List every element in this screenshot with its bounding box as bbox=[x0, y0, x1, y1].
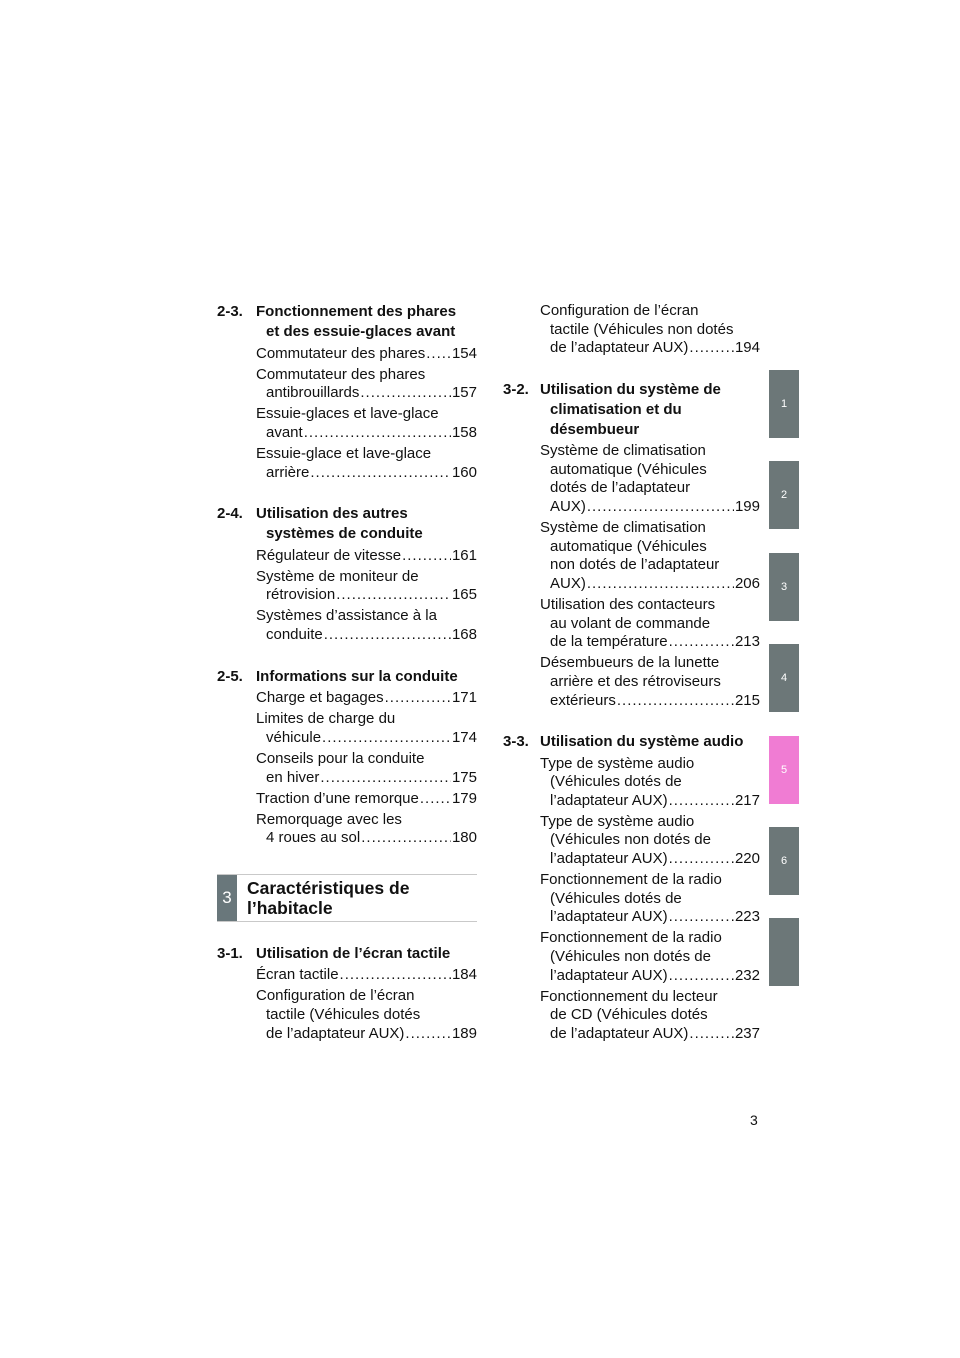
toc-entry-text: Écran tactile bbox=[256, 966, 339, 984]
toc-entry[interactable] bbox=[503, 596, 760, 652]
dot-leader bbox=[340, 966, 451, 985]
chapter-tab-6[interactable]: 6 bbox=[769, 827, 799, 895]
toc-entry-text: Remorquage avec les bbox=[256, 810, 402, 828]
dot-leader bbox=[689, 339, 734, 358]
toc-entry-text: arrière bbox=[266, 463, 310, 481]
toc-entry-text: Fonctionnement de la radio bbox=[540, 871, 722, 889]
dot-leader bbox=[420, 790, 451, 809]
section-title-line: Utilisation du système audio bbox=[540, 733, 744, 751]
toc-entry-text: l’adaptateur AUX) bbox=[550, 908, 668, 926]
toc-entry[interactable] bbox=[503, 442, 760, 516]
chapter-title-line: Caractéristiques de bbox=[247, 877, 410, 898]
dot-leader bbox=[669, 850, 734, 869]
toc-entry-text: Configuration de l’écran bbox=[540, 302, 699, 319]
toc-entry[interactable] bbox=[503, 302, 760, 358]
toc-entry-page: 215 bbox=[734, 691, 760, 709]
toc-entry-text: tactile (Véhicules dotés bbox=[266, 1006, 421, 1024]
toc-entry-text: dotés de l’adaptateur bbox=[550, 479, 691, 497]
toc-entry[interactable] bbox=[503, 871, 760, 927]
toc-entry[interactable] bbox=[217, 345, 477, 364]
toc-entry-text: l’adaptateur AUX) bbox=[550, 850, 668, 868]
section-title-line: climatisation et du bbox=[550, 400, 682, 418]
dot-leader bbox=[402, 547, 451, 566]
toc-entry-text: automatique (Véhicules bbox=[550, 460, 707, 478]
toc-entry-text: AUX) bbox=[550, 574, 586, 592]
toc-entry[interactable] bbox=[217, 790, 477, 809]
chapter-heading-box bbox=[217, 874, 477, 922]
toc-entry-text: Configuration de l’écran bbox=[256, 987, 415, 1005]
section-number: 2-5. bbox=[217, 667, 243, 685]
dot-leader bbox=[669, 967, 734, 986]
dot-leader bbox=[360, 384, 451, 403]
toc-entry[interactable] bbox=[217, 405, 477, 442]
section-number: 3-2. bbox=[503, 380, 529, 398]
toc-entry-text: (Véhicules dotés de bbox=[550, 889, 682, 907]
toc-entry-text: Système de climatisation bbox=[540, 519, 706, 537]
toc-entry-text: non dotés de l’adaptateur bbox=[550, 556, 720, 574]
section-number: 3-3. bbox=[503, 733, 529, 751]
toc-entry-page: 180 bbox=[451, 829, 477, 847]
toc-entry[interactable] bbox=[217, 607, 477, 644]
toc-entry-text: antibrouillards bbox=[266, 384, 360, 402]
toc-entry-text: conduite bbox=[266, 626, 323, 644]
toc-entry[interactable] bbox=[217, 811, 477, 848]
toc-entry-text: (Véhicules dotés de bbox=[550, 773, 682, 791]
toc-entry[interactable] bbox=[217, 987, 477, 1043]
toc-entry[interactable] bbox=[217, 445, 477, 482]
toc-entry-page: 158 bbox=[451, 423, 477, 441]
entries-3-1 bbox=[217, 966, 477, 1043]
section-title-line: Utilisation de l’écran tactile bbox=[256, 944, 451, 962]
toc-entry-page: 189 bbox=[451, 1024, 477, 1042]
dot-leader bbox=[322, 729, 451, 748]
toc-entry-text: Charge et bagages bbox=[256, 689, 384, 707]
toc-entry-text: AUX) bbox=[550, 498, 586, 516]
toc-entry-text: l’adaptateur AUX) bbox=[550, 966, 668, 984]
dot-leader bbox=[587, 498, 734, 517]
dot-leader bbox=[385, 689, 451, 708]
toc-entry-text: Fonctionnement du lecteur bbox=[540, 987, 718, 1005]
toc-entry-text: véhicule bbox=[266, 728, 322, 746]
toc-entry-text: avant bbox=[266, 423, 303, 441]
entries-2-5 bbox=[217, 689, 477, 848]
toc-entry-text: de CD (Véhicules dotés bbox=[550, 1006, 708, 1024]
chapter-tab-5[interactable]: 5 bbox=[769, 736, 799, 804]
dot-leader bbox=[304, 424, 451, 443]
toc-entry-text: Type de système audio bbox=[540, 812, 695, 830]
toc-entry-text: rétrovision bbox=[266, 586, 336, 604]
section-heading-3-1 bbox=[217, 944, 477, 964]
toc-entry-text: de l’adaptateur AUX) bbox=[266, 1024, 405, 1042]
dot-leader bbox=[617, 692, 734, 711]
toc-entry-page: 232 bbox=[734, 966, 760, 984]
toc-entry-text: Commutateur des phares bbox=[256, 344, 426, 362]
dot-leader bbox=[320, 769, 451, 788]
toc-entry-page: 154 bbox=[451, 344, 477, 362]
toc-entry-text: Commutateur des phares bbox=[256, 365, 426, 383]
toc-entry-page: 217 bbox=[734, 791, 760, 809]
section-title-line: Fonctionnement des phares bbox=[256, 303, 457, 320]
toc-entry-text: Limites de charge du bbox=[256, 710, 396, 728]
toc-entry-text: Système de moniteur de bbox=[256, 567, 419, 585]
dot-leader bbox=[324, 626, 451, 645]
section-title-line: Informations sur la conduite bbox=[256, 667, 458, 685]
toc-entry-text: en hiver bbox=[266, 768, 320, 786]
toc-entry-page: 157 bbox=[451, 384, 477, 402]
toc-entry-page: 168 bbox=[451, 626, 477, 644]
toc-entry-text: l’adaptateur AUX) bbox=[550, 791, 668, 809]
toc-entry-page: 184 bbox=[451, 966, 477, 984]
toc-entry[interactable] bbox=[503, 813, 760, 869]
toc-entry[interactable] bbox=[503, 519, 760, 593]
section-title-line: Utilisation du système de bbox=[540, 380, 721, 398]
toc-entry-page: 161 bbox=[451, 546, 477, 564]
toc-entry-page: 179 bbox=[451, 789, 477, 807]
toc-entry[interactable] bbox=[503, 755, 760, 811]
chapter-tab-7[interactable] bbox=[769, 918, 799, 986]
toc-entry-text: Traction d’une remorque bbox=[256, 789, 419, 807]
toc-entry-page: 160 bbox=[451, 463, 477, 481]
toc-entry-page: 213 bbox=[734, 633, 760, 651]
section-title-line: et des essuie-glaces avant bbox=[266, 323, 456, 340]
toc-entry-text: (Véhicules non dotés de bbox=[550, 948, 711, 966]
toc-entry[interactable] bbox=[503, 654, 760, 710]
toc-entry-text: Régulateur de vitesse bbox=[256, 546, 402, 564]
dot-leader bbox=[669, 633, 734, 652]
toc-entry[interactable] bbox=[217, 750, 477, 787]
dot-leader bbox=[310, 464, 451, 483]
entries-3-2 bbox=[503, 442, 760, 710]
toc-entry-text: Essuie-glace et lave-glace bbox=[256, 444, 432, 462]
toc-entry-text: (Véhicules non dotés de bbox=[550, 831, 711, 849]
chapter-tab-3[interactable]: 3 bbox=[769, 553, 799, 621]
dot-leader bbox=[361, 829, 451, 848]
toc-entry-text: Utilisation des contacteurs bbox=[540, 596, 716, 614]
toc-entry-page: 171 bbox=[451, 689, 477, 707]
toc-entry[interactable] bbox=[217, 710, 477, 747]
section-title-line: Utilisation des autres bbox=[256, 505, 408, 523]
toc-entry-text: de l’adaptateur AUX) bbox=[550, 339, 689, 357]
section-heading-2-4 bbox=[217, 504, 477, 544]
toc-entry[interactable] bbox=[217, 547, 477, 566]
section-heading-3-3 bbox=[503, 732, 760, 752]
dot-leader bbox=[689, 1025, 734, 1044]
toc-entry-text: de l’adaptateur AUX) bbox=[550, 1024, 689, 1042]
toc-entry-text: arrière et des rétroviseurs bbox=[550, 672, 721, 690]
toc-entry[interactable] bbox=[217, 966, 477, 985]
toc-entry-text: Essuie-glaces et lave-glace bbox=[256, 405, 439, 423]
toc-entry-page: 237 bbox=[734, 1024, 760, 1042]
toc-entry-page: 194 bbox=[734, 339, 760, 357]
entries-2-3 bbox=[217, 345, 477, 483]
toc-entry-page: 223 bbox=[734, 908, 760, 926]
toc-left-column bbox=[217, 302, 477, 1043]
toc-entry-page: 199 bbox=[734, 498, 760, 516]
toc-entry-text: 4 roues au sol bbox=[266, 829, 361, 847]
toc-entry-page: 174 bbox=[451, 728, 477, 746]
toc-entry-page: 165 bbox=[451, 586, 477, 604]
toc-entry-page: 206 bbox=[734, 574, 760, 592]
chapter-tab-4[interactable]: 4 bbox=[769, 644, 799, 712]
toc-entry[interactable] bbox=[217, 366, 477, 403]
toc-entry-text: Conseils pour la conduite bbox=[256, 749, 425, 767]
entries-continued bbox=[503, 302, 760, 358]
section-number: 2-4. bbox=[217, 505, 243, 523]
toc-entry-text: automatique (Véhicules bbox=[550, 537, 707, 555]
dot-leader bbox=[426, 345, 451, 364]
section-number: 2-3. bbox=[217, 303, 243, 320]
chapter-number: 3 bbox=[217, 875, 237, 921]
section-heading-2-3 bbox=[217, 302, 477, 342]
section-title-line: désembueur bbox=[550, 420, 640, 438]
chapter-tab-2[interactable]: 2 bbox=[769, 461, 799, 529]
toc-entry-text: Type de système audio bbox=[540, 754, 695, 772]
toc-entry-text: Fonctionnement de la radio bbox=[540, 929, 722, 947]
toc-entry-text: tactile (Véhicules non dotés bbox=[550, 320, 734, 338]
dot-leader bbox=[669, 792, 734, 811]
dot-leader bbox=[336, 586, 451, 605]
toc-entry-text: au volant de commande bbox=[550, 614, 711, 632]
page-number: 3 bbox=[750, 1112, 758, 1128]
toc-entry-text: extérieurs bbox=[550, 691, 616, 709]
chapter-title-line: l’habitacle bbox=[247, 897, 333, 918]
entries-2-4 bbox=[217, 547, 477, 645]
toc-entry[interactable] bbox=[217, 689, 477, 708]
section-number: 3-1. bbox=[217, 944, 243, 962]
toc-entry-text: de la température bbox=[550, 633, 668, 651]
toc-entry[interactable] bbox=[503, 929, 760, 985]
toc-entry-page: 220 bbox=[734, 850, 760, 868]
toc-entry[interactable] bbox=[503, 988, 760, 1044]
chapter-tab-1[interactable]: 1 bbox=[769, 370, 799, 438]
toc-entry-text: Désembueurs de la lunette bbox=[540, 654, 720, 672]
dot-leader bbox=[587, 575, 734, 594]
entries-3-3 bbox=[503, 755, 760, 1044]
section-heading-2-5 bbox=[217, 667, 477, 687]
section-title-line: systèmes de conduite bbox=[266, 525, 423, 543]
dot-leader bbox=[405, 1025, 451, 1044]
toc-right-column bbox=[503, 302, 760, 1044]
dot-leader bbox=[669, 908, 734, 927]
toc-entry[interactable] bbox=[217, 568, 477, 605]
toc-entry-text: Systèmes d’assistance à la bbox=[256, 607, 437, 625]
toc-entry-text: Système de climatisation bbox=[540, 442, 706, 460]
toc-entry-page: 175 bbox=[451, 768, 477, 786]
section-heading-3-2 bbox=[503, 380, 760, 440]
